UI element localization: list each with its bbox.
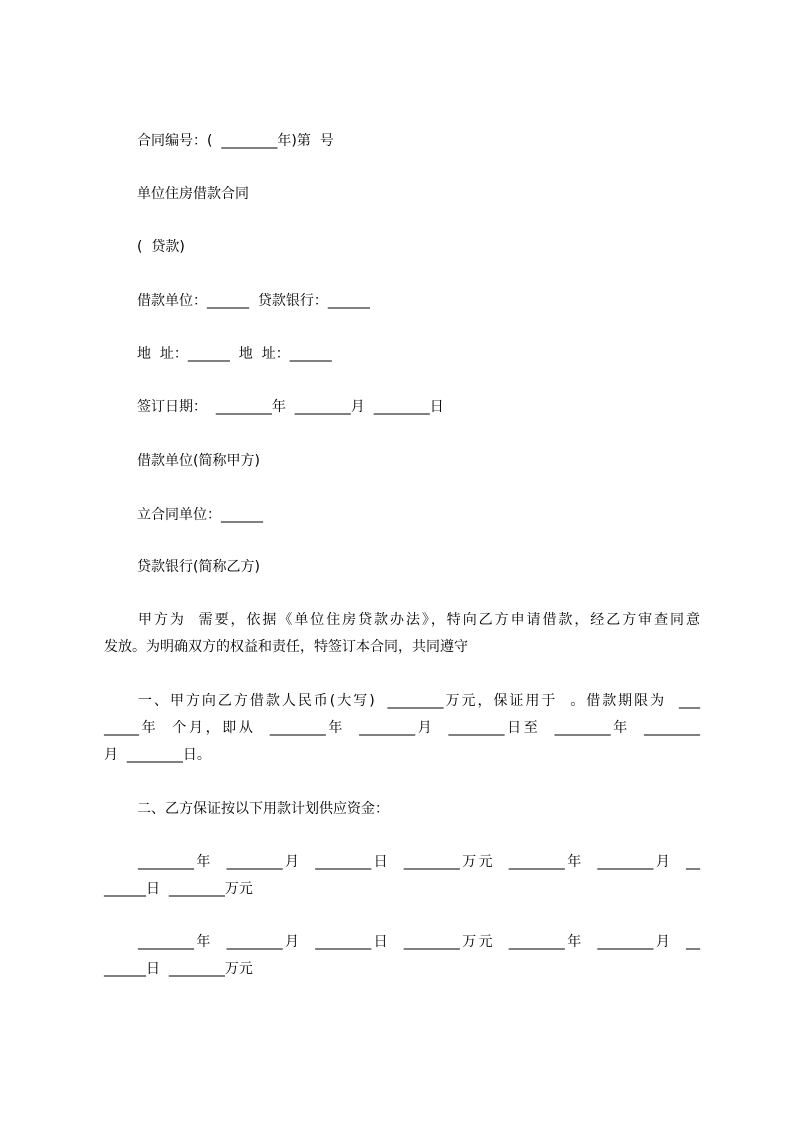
signer-line: 立合同单位：______ — [137, 507, 263, 523]
clause-1-line-2: _____年 个月，即从 ________年 ________月 ________日至 ________年 ________ — [104, 720, 700, 736]
plan-row-b-line-1: ________年 ________月 ________日 ________万元 ________年 ________月 __ — [138, 934, 700, 950]
party-a-label: 借款单位(简称甲方) — [137, 453, 260, 469]
clause-1-line-1: 一、甲方向乙方借款人民币(大写) ________万元，保证用于 。借款期限为 ___ — [138, 693, 700, 709]
contract-number-line: 合同编号：( ________年)第 号 — [137, 133, 334, 149]
preamble-line-2: 发放。为明确双方的权益和责任，特签订本合同，共同遵守 — [104, 639, 468, 655]
contract-subtitle: ( 贷款) — [137, 239, 185, 255]
preamble-line-1: 甲方为 需要，依据《单位住房贷款办法》，特向乙方申请借款，经乙方审查同意 — [138, 612, 700, 628]
party-b-label: 贷款银行(简称乙方) — [137, 559, 260, 575]
address-line: 地 址：______ 地 址：______ — [137, 346, 332, 362]
plan-row-a-line-1: ________年 ________月 ________日 ________万元 ________年 ________月 __ — [138, 854, 700, 870]
sign-date-line: 签订日期： ________年 ________月 ________日 — [137, 399, 444, 415]
contract-title: 单位住房借款合同 — [137, 186, 249, 202]
clause-2-title: 二、乙方保证按以下用款计划供应资金： — [137, 801, 389, 817]
plan-row-a-line-2: ______日 ________万元 — [104, 881, 253, 897]
plan-row-b-line-2: ______日 ________万元 — [104, 961, 253, 977]
parties-line: 借款单位：______ 贷款银行：______ — [137, 293, 370, 309]
clause-1-line-3: 月 ________日。 — [104, 747, 211, 763]
